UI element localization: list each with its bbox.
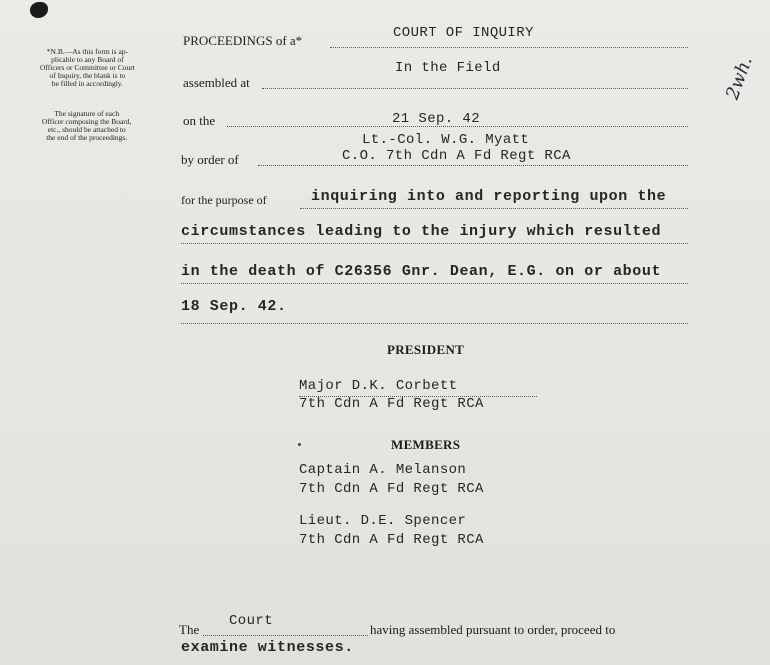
- members-heading: MEMBERS: [391, 437, 461, 452]
- signature-note-line: the end of the proceedings.: [46, 133, 128, 142]
- nb-note-line: *N.B.—As this form is ap-: [46, 47, 129, 56]
- ordering-unit-value: C.O. 7th Cdn A Fd Regt RCA: [342, 148, 571, 164]
- nb-note-line: Officers or Committee or Court: [40, 63, 135, 72]
- member-unit: 7th Cdn A Fd Regt RCA: [299, 532, 484, 548]
- location-dotted-line: [262, 88, 688, 89]
- nb-note-line: be filled in accordingly.: [51, 79, 123, 88]
- president-heading: PRESIDENT: [387, 342, 465, 357]
- purpose-dotted-line-4: [181, 323, 688, 324]
- assembled-pursuant-text: having assembled pursuant to order, proceed to: [370, 622, 616, 637]
- purpose-line-1: inquiring into and reporting upon the: [311, 188, 667, 205]
- purpose-dotted-line-2: [181, 243, 688, 244]
- signature-note-line: etc., should be attached to: [47, 125, 126, 134]
- nb-note-line: plicable to any Board of: [51, 55, 124, 64]
- location-value: In the Field: [395, 60, 501, 76]
- signature-note-line: The signature of each: [54, 109, 120, 118]
- body-dotted-line: [203, 635, 368, 636]
- date-value: 21 Sep. 42: [392, 111, 481, 127]
- ink-blot: [30, 2, 48, 18]
- purpose-line-3: in the death of C26356 Gnr. Dean, E.G. on or about: [181, 263, 662, 280]
- assembled-label: assembled at: [183, 75, 250, 90]
- member-name: Lieut. D.E. Spencer: [299, 513, 467, 529]
- purpose-dotted-line-3: [181, 283, 688, 284]
- handwritten-annotation: 2wh.: [722, 53, 757, 103]
- member-name: Captain A. Melanson: [299, 462, 467, 478]
- ordering-officer-value: Lt.-Col. W.G. Myatt: [362, 132, 530, 148]
- stray-mark: [298, 443, 301, 446]
- footer-continuation: examine witnesses.: [181, 639, 354, 656]
- proceedings-label: PROCEEDINGS of a*: [183, 33, 303, 48]
- court-type-value: COURT OF INQUIRY: [393, 25, 534, 41]
- signature-note-line: Officer composing the Board,: [42, 117, 132, 126]
- court-type-dotted-line: [330, 47, 688, 48]
- member-unit: 7th Cdn A Fd Regt RCA: [299, 481, 484, 497]
- on-the-label: on the: [183, 113, 216, 128]
- purpose-label: for the purpose of: [181, 193, 267, 207]
- ordering-dotted-line: [258, 165, 688, 166]
- nb-note-line: of Inquiry, the blank is to: [49, 71, 126, 80]
- purpose-line-4: 18 Sep. 42.: [181, 298, 287, 315]
- the-label: The: [179, 622, 200, 637]
- purpose-dotted-line-1: [300, 208, 688, 209]
- purpose-line-2: circumstances leading to the injury which resulted: [181, 223, 662, 240]
- president-name: Major D.K. Corbett: [299, 378, 458, 394]
- body-value: Court: [229, 613, 274, 629]
- signature-note: [42, 110, 131, 142]
- president-unit: 7th Cdn A Fd Regt RCA: [299, 396, 484, 412]
- nb-note: [40, 48, 135, 88]
- by-order-label: by order of: [181, 152, 239, 167]
